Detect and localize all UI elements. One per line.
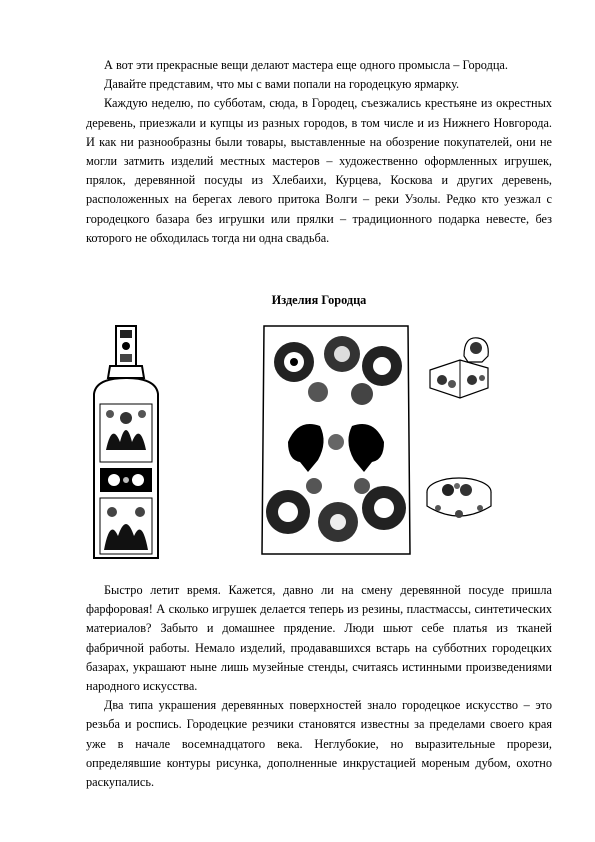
paragraph: А вот эти прекрасные вещи делают мастера еще одного промысла – Городца.	[104, 58, 508, 72]
paragraph: Каждую неделю, по субботам, сюда, в Городец, съезжались крестьяне из окрестных деревень, приезжали и купцы из разных городов, в том числе и из Нижнего Новгорода. И как ни разнообразны были товары, выставленные на обозрение покупателей, они не могли затмить изделий местных мастеров – художественно оформленных игрушек, прялок, деревянной посуды из Хлебаихи, Курцева, Коскова и других деревень, расположенных на берегах левого притока Волги – реки Узолы. Редко кто уезжал с городецкого базара без игрушки или прялки – традиционного подарка невесте, без которого не обходилась тогда ни одна свадьба.	[86, 96, 552, 245]
text-block-bottom	[86, 581, 552, 792]
paragraph: Быстро летит время. Кажется, давно ли на смену деревянной посуде пришла фарфоровая! А сколько игрушек делается теперь из резины, пластмассы, синтетических материалов? Забыто и домашнее прядение. Люди шьют себе платья из тканей фабричной работы. Немало изделий, продававшихся встарь на субботних городецких базарах, украшают ныне лишь музейные стенды, считаясь истинными произведениями народного искусства.	[86, 583, 552, 694]
paragraph: Давайте представим, что мы с вами попали на городецкую ярмарку.	[104, 77, 460, 92]
oval-box-image	[422, 470, 496, 526]
box-image	[424, 330, 494, 400]
painted-panel-image	[258, 322, 414, 558]
paragraph: Два типа украшения деревянных поверхностей знало городецкое искусство – это резьба и роспись. Городецкие резчики становятся известны за пределами своего края уже в начале восемнадцатого века. Неглубокие, но выразительные прорези, определявшие контуры рисунка, дополненные инкрустацией мореным дубом, охотно раскупались.	[86, 698, 552, 790]
figure-caption: Изделия Городца	[271, 293, 367, 307]
image-gallery	[86, 322, 552, 572]
spinning-wheel-image	[86, 322, 176, 570]
text-block-top	[86, 56, 552, 248]
